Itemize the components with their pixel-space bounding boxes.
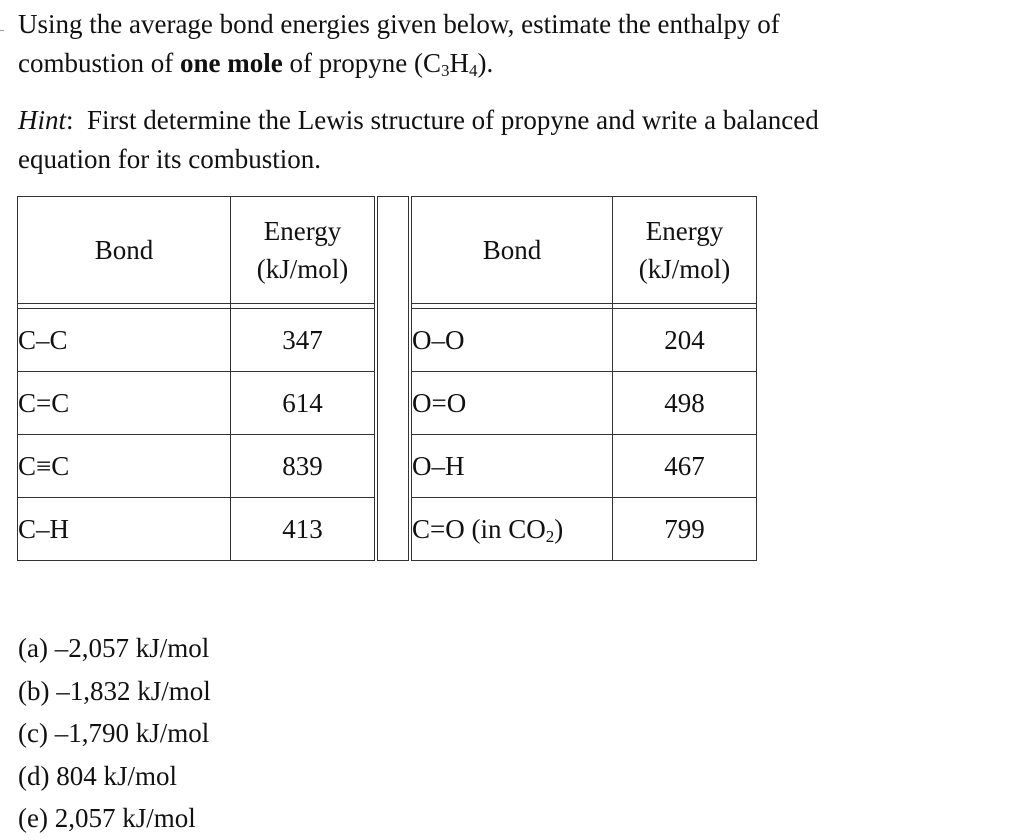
- choice-b[interactable]: (b) –1,832 kJ/mol: [18, 675, 211, 706]
- choice-d[interactable]: (d) 804 kJ/mol: [18, 760, 177, 791]
- subscript-4: 4: [468, 61, 478, 80]
- right-header-energy: [613, 197, 757, 304]
- co2-bond-text: C=O (in CO: [412, 513, 546, 544]
- right-energy-cell: 498: [613, 372, 757, 435]
- table-divider: [376, 197, 410, 561]
- hint-line-2: equation for its combustion.: [18, 144, 321, 174]
- right-header-bond: Bond: [410, 197, 613, 304]
- left-header-energy-line2: (kJ/mol): [256, 254, 349, 284]
- left-bond-cell: C=C: [18, 372, 231, 435]
- hint-label: Hint: [18, 105, 67, 135]
- choice-c[interactable]: (c) –1,790 kJ/mol: [18, 718, 210, 748]
- right-bond-cell: O=O: [410, 372, 613, 435]
- hint-text: [18, 101, 1008, 179]
- right-header-energy-line2: (kJ/mol): [638, 254, 731, 284]
- hint-line-1: First determine the Lewis structure of propyne and write a balanced: [73, 105, 819, 135]
- left-header-energy-line1: Energy: [263, 216, 342, 246]
- co2-bond-close: ): [554, 513, 564, 544]
- emphasis-one-mole: one mole: [180, 48, 283, 78]
- question-line-1: Using the average bond energies given below, estimate the enthalpy of: [18, 9, 780, 39]
- left-bond-cell: C≡C: [18, 435, 231, 498]
- left-header-bond: Bond: [18, 197, 231, 304]
- right-header-energy-line1: Energy: [645, 216, 724, 246]
- left-energy-cell: 839: [231, 435, 377, 498]
- right-bond-cell: [410, 498, 613, 561]
- right-energy-cell: 799: [613, 498, 757, 561]
- co2-subscript: 2: [545, 526, 555, 546]
- left-header-energy: [231, 197, 377, 304]
- bond-energy-table: [17, 196, 757, 561]
- left-bond-cell: C–H: [18, 498, 231, 561]
- right-energy-cell: 467: [613, 435, 757, 498]
- subscript-3: 3: [440, 61, 450, 80]
- margin-mark: [0, 30, 4, 31]
- hint-colon: :: [66, 105, 74, 135]
- left-bond-cell: C–C: [18, 309, 231, 372]
- left-energy-cell: 413: [231, 498, 377, 561]
- question-text: [18, 5, 1008, 83]
- table-header-row: [18, 197, 757, 304]
- right-bond-cell: O–H: [410, 435, 613, 498]
- answer-choices: [18, 627, 211, 840]
- choice-e[interactable]: (e) 2,057 kJ/mol: [18, 803, 196, 833]
- right-energy-cell: 204: [613, 309, 757, 372]
- formula-h: H: [449, 48, 469, 78]
- left-energy-cell: 347: [231, 309, 377, 372]
- choice-a[interactable]: (a) –2,057 kJ/mol: [18, 633, 210, 663]
- question-line-2-end: ).: [477, 48, 494, 78]
- question-line-2-start: combustion of: [18, 48, 180, 78]
- question-line-2-mid: of propyne (C: [282, 48, 441, 78]
- left-energy-cell: 614: [231, 372, 377, 435]
- right-bond-cell: O–O: [410, 309, 613, 372]
